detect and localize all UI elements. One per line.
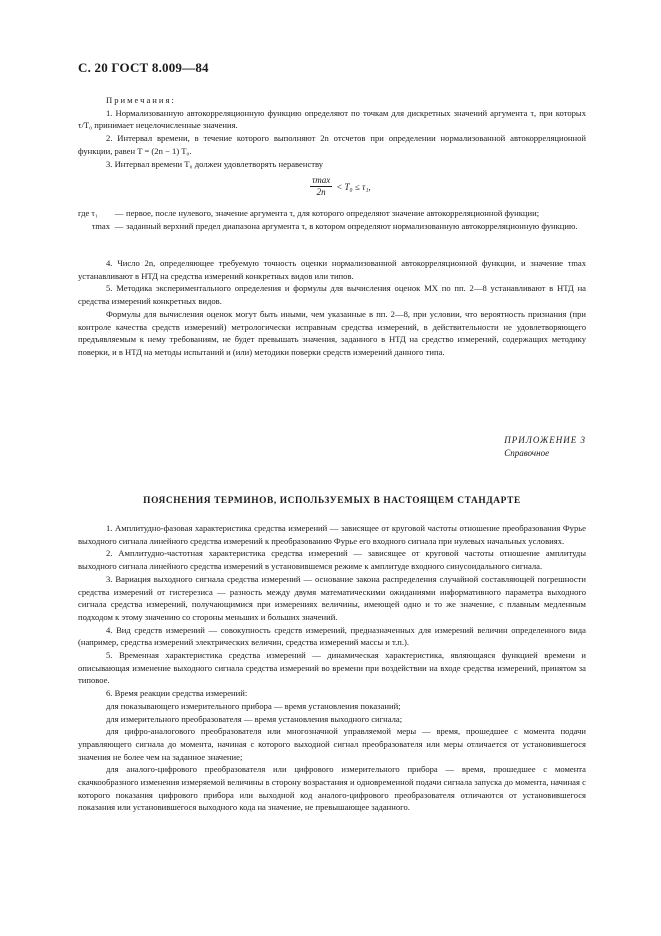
note-item: 2. Интервал времени, в течение которого выполняют 2n отсчетов при определении нормализованной автокорреляционной функции, равен T = (2n − 1) T₀.	[78, 133, 586, 156]
note-item: 3. Интервал времени T₀ должен удовлетворять неравенству	[106, 158, 324, 169]
definition-term: где τ₁	[78, 208, 98, 218]
term-paragraph: для аналого-цифрового преобразователя или цифрового измерительного прибора — время, прошедшее с момента скачкообразного изменения измеряемой величины в сторону возрастания и одновременной подачи сигнала запуска до момента, начиная с которого показания цифрового прибора или выходной код аналого-цифрового преобразователя отличаются от установившегося показания или установившегося выходного кода на значение, не превышающее заданного.	[78, 764, 586, 813]
formula-relation: < T₀ ≤ τ₁,	[336, 181, 371, 192]
notes-block	[78, 94, 586, 170]
note-item: 1. Нормализованную автокорреляционную функцию определяют по точкам для дискретных значений аргумента τ, при которых τ/T₀ принимает нецелочисленные значения.	[78, 107, 586, 131]
closing-paragraph: Формулы для вычисления оценок могут быть иными, чем указанные в пп. 2—8, при условии, что вероятность признания (при контроле качества средств измерений) метрологически исправным средства измерений, в действительности не удовлетворяющего предъявляемым к нему требованиям, не будет превышать значения, заданного в НТД на средство измерений, содержащих методику поверки, и в НТД на методы испытаний и (или) методики поверки средств измерений данного типа.	[78, 308, 586, 357]
formula-fraction	[310, 175, 332, 198]
term-paragraph: 3. Вариация выходного сигнала средства измерений — основание закона распределения случайной составляющей погрешности средства измерений от гистерезиса — разность между двумя математическими ожиданиями информативного параметра выходного сигнала средства измерений, получающимися при измерениях величины, имеющей одно и то же значение, с плавным медленным подходом к этому значению со стороны меньших и больших значений.	[78, 573, 586, 622]
appendix-number: ПРИЛОЖЕНИЕ 3	[504, 435, 586, 445]
term-paragraph: 6. Время реакции средства измерений:	[106, 688, 248, 699]
note-item: 5. Методика экспериментального определения и формулы для вычисления оценок МХ по пп. 2—8 устанавливают в НТД на средства измерений конкретных видов.	[78, 283, 586, 307]
term-paragraph: 2. Амплитудно-частотная характеристика средства измерений — зависящее от круговой частоты отношение амплитуды выходного сигнала линейного средства измерений в установившемся режиме к амплитуде входного синусоидального сигнала.	[78, 548, 586, 572]
term-paragraph: для показывающего измерительного прибора — время установления показаний;	[106, 700, 401, 711]
definition-row	[78, 220, 586, 233]
inequality-formula	[310, 175, 371, 198]
section-title: ПОЯСНЕНИЯ ТЕРМИНОВ, ИСПОЛЬЗУЕМЫХ В НАСТОЯЩЕМ СТАНДАРТЕ	[143, 496, 521, 506]
formula-numerator: τmax	[312, 175, 331, 185]
formula-denominator: 2n	[316, 187, 326, 197]
term-paragraph: 1. Амплитудно-фазовая характеристика средства измерений — зависящее от круговой частоты отношение преобразования Фурье выходного сигнала линейного средства измерений к преобразованию Фурье его входного сигнала при нулевых начальных условиях.	[78, 523, 586, 546]
notes-continued	[78, 257, 586, 359]
notes-heading: Примечания:	[106, 95, 176, 105]
definition-text: заданный верхний предел диапазона аргумента τ, в котором определяют нормализованную автокорреляционную функцию.	[126, 220, 578, 231]
appendix-type: Справочное	[504, 448, 550, 458]
definition-term: τmax	[91, 220, 110, 231]
definition-text: первое, после нулевого, значение аргумента τ, для которого определяют значение автокорреляционной функции;	[126, 208, 540, 218]
term-paragraph: для цифро-аналогового преобразователя или многозначной управляемой меры — время, прошедшее с момента подачи управляющего сигнала до момента, начиная с которого выходной сигнал преобразователя или меры отличается от установившегося значения не более чем на заданное значение;	[78, 726, 586, 762]
term-paragraph: 5. Временная характеристика средства измерений — динамическая характеристика, являющаяся функцией времени и описывающая изменение выходного сигнала средства измерений во времени при воздействии на входе средства измерений, принятом за типовое.	[78, 650, 586, 686]
definition-dash: —	[114, 208, 124, 218]
definitions-block	[78, 207, 586, 232]
page-header: С. 20 ГОСТ 8.009—84	[78, 60, 209, 75]
definition-row	[78, 207, 586, 220]
note-item: 4. Число 2n, определяющее требуемую точность оценки нормализованной автокорреляционной функции, и значение τmax устанавливают в НТД на средства измерений конкретных видов или типов.	[78, 258, 586, 281]
term-paragraph: для измерительного преобразователя — время установления выходного сигнала;	[106, 713, 403, 724]
terms-block	[78, 522, 586, 814]
appendix-label	[504, 434, 586, 460]
definition-dash: —	[114, 220, 124, 231]
term-paragraph: 4. Вид средств измерений — совокупность средств измерений, предназначенных для измерений величин определенного вида (например, средства измерений электрических величин, средства измерений массы и т.п.).	[78, 624, 586, 648]
